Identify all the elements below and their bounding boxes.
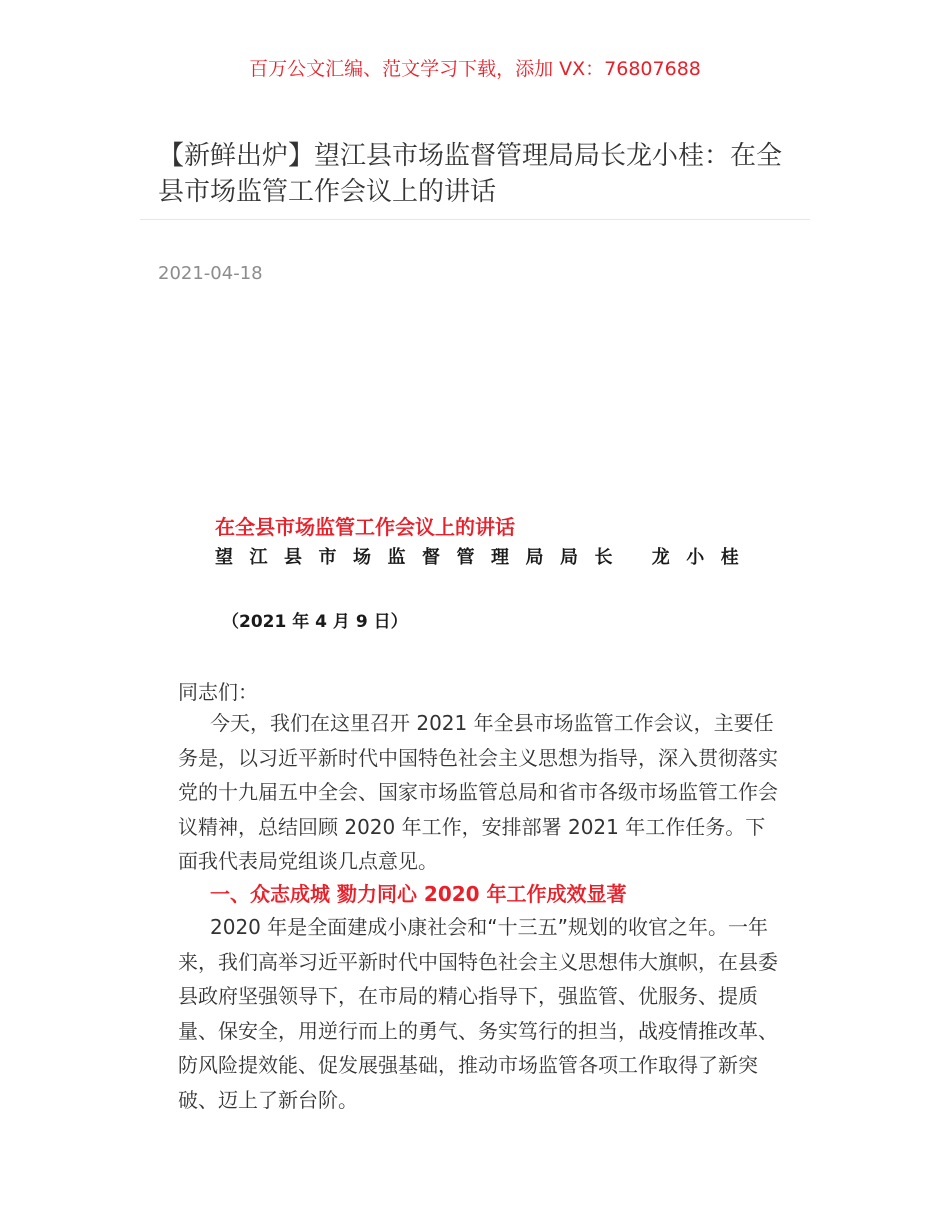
article-title: 【新鲜出炉】望江县市场监督管理局局长龙小桂：在全县市场监管工作会议上的讲话 [158,141,783,207]
speaker-line: 望江县市场监督管理局局长 龙小桂 [215,547,756,568]
speech-date: （2021 年 4 月 9 日） [222,612,408,632]
publish-date: 2021-04-18 [158,263,263,284]
intro-paragraph: 今天，我们在这里召开 2021 年全县市场监管工作会议，主要任务是，以习近平新时代中国特色社会主义思想为指导，深入贯彻落实党的十九届五中全会、国家市场监管总局和省市各级市场监管工作会议精神，总结回顾 2020 年工作，安排部署 2021 年工作任务。下面我代表局党组谈几点意见。 [178,711,778,873]
section-heading: 一、众志成城 勠力同心 2020 年工作成效显著 [210,882,627,906]
promo-banner: 百万公文汇编、范文学习下载，添加 VX：76807688 [249,58,701,80]
section-paragraph: 2020 年是全面建成小康社会和“十三五”规划的收官之年。一年来，我们高举习近平新时代中国特色社会主义思想伟大旗帜，在县委县政府坚强领导下，在市局的精心指导下，强监管、优服务、提质量、保安全，用逆行而上的勇气、务实笃行的担当，战疫情推改革、防风险提效能、促发展强基础，推动市场监管各项工作取得了新突破、迈上了新台阶。 [178,915,778,1112]
greeting: 同志们： [178,680,258,704]
speech-title: 在全县市场监管工作会议上的讲话 [215,515,515,539]
title-divider [140,219,810,220]
